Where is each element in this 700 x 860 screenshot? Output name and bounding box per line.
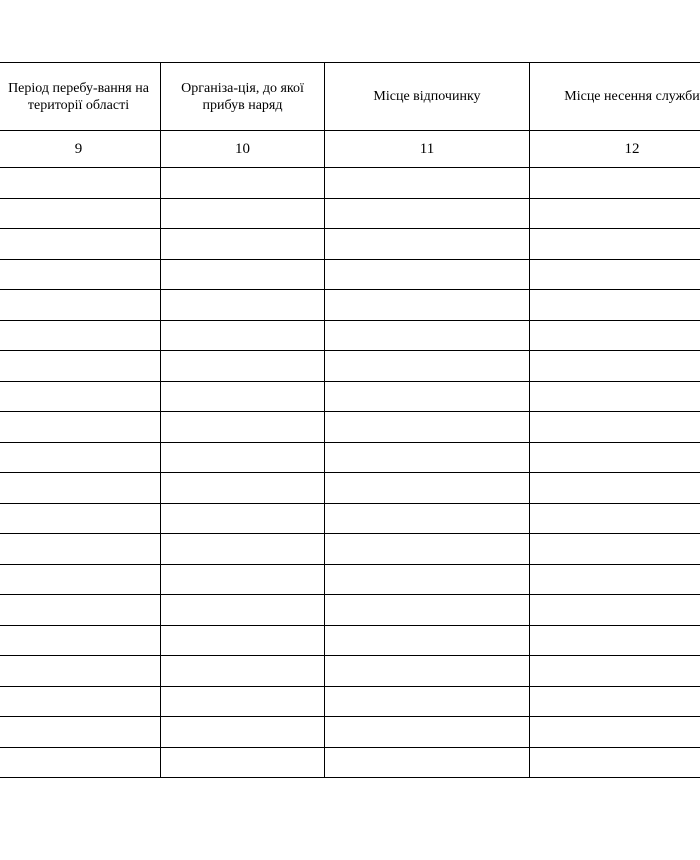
table-cell — [325, 686, 530, 717]
table-cell — [530, 656, 700, 687]
column-number: 11 — [325, 131, 530, 168]
table-cell — [161, 412, 325, 443]
table-cell — [530, 473, 700, 504]
table-cell — [0, 229, 161, 260]
table-cell — [0, 747, 161, 778]
table-row — [0, 351, 700, 382]
table-cell — [161, 290, 325, 321]
table-cell — [161, 229, 325, 260]
table-row — [0, 290, 700, 321]
table-cell — [0, 259, 161, 290]
header-duty-place: Місце несення служби — [530, 63, 700, 131]
table-row — [0, 229, 700, 260]
table-cell — [0, 412, 161, 443]
table-row — [0, 473, 700, 504]
table-row — [0, 747, 700, 778]
table-cell — [325, 259, 530, 290]
header-row — [0, 63, 700, 131]
table-row — [0, 564, 700, 595]
table-cell — [530, 412, 700, 443]
table-cell — [0, 717, 161, 748]
table-cell — [0, 442, 161, 473]
table-cell — [161, 656, 325, 687]
table-cell — [325, 564, 530, 595]
column-number: 12 — [530, 131, 700, 168]
table-cell — [325, 229, 530, 260]
table-cell — [530, 290, 700, 321]
table-cell — [0, 534, 161, 565]
table-cell — [530, 351, 700, 382]
table-row — [0, 168, 700, 199]
register-table — [0, 62, 700, 778]
table-cell — [325, 717, 530, 748]
table-cell — [0, 381, 161, 412]
table-row — [0, 503, 700, 534]
table-cell — [530, 717, 700, 748]
table-row — [0, 442, 700, 473]
table-cell — [0, 503, 161, 534]
header-host-organization: Організа-ція, до якої прибув наряд — [161, 63, 325, 131]
table-cell — [325, 381, 530, 412]
table-cell — [325, 595, 530, 626]
table-row — [0, 198, 700, 229]
table-cell — [530, 503, 700, 534]
header-stay-period: Період перебу-вання на території області — [0, 63, 161, 131]
table-cell — [325, 747, 530, 778]
table-cell — [325, 351, 530, 382]
table-cell — [161, 320, 325, 351]
table-cell — [0, 686, 161, 717]
table-cell — [0, 320, 161, 351]
table-cell — [161, 259, 325, 290]
column-number-row — [0, 131, 700, 168]
table-cell — [530, 564, 700, 595]
table-cell — [0, 595, 161, 626]
table-cell — [530, 442, 700, 473]
table-cell — [530, 320, 700, 351]
table-cell — [325, 473, 530, 504]
table-cell — [161, 717, 325, 748]
table-cell — [530, 625, 700, 656]
table-cell — [530, 229, 700, 260]
column-number: 10 — [161, 131, 325, 168]
table-row — [0, 595, 700, 626]
table-cell — [530, 747, 700, 778]
table-cell — [161, 595, 325, 626]
table-cell — [0, 656, 161, 687]
table-cell — [0, 168, 161, 199]
header-rest-place: Місце відпочинку — [325, 63, 530, 131]
table-cell — [325, 625, 530, 656]
table-cell — [0, 290, 161, 321]
table-cell — [161, 473, 325, 504]
table-row — [0, 625, 700, 656]
table-cell — [325, 320, 530, 351]
table-cell — [161, 625, 325, 656]
table-row — [0, 686, 700, 717]
table-cell — [530, 168, 700, 199]
table-cell — [161, 503, 325, 534]
table-row — [0, 381, 700, 412]
table-cell — [0, 625, 161, 656]
table-cell — [530, 381, 700, 412]
table-row — [0, 320, 700, 351]
table-cell — [161, 747, 325, 778]
table-cell — [325, 290, 530, 321]
table-cell — [0, 351, 161, 382]
table-cell — [161, 564, 325, 595]
table-cell — [530, 198, 700, 229]
table-cell — [161, 381, 325, 412]
table-body — [0, 168, 700, 778]
table-cell — [325, 503, 530, 534]
table-cell — [325, 656, 530, 687]
table-cell — [325, 442, 530, 473]
table-cell — [161, 534, 325, 565]
table-row — [0, 259, 700, 290]
column-number: 9 — [0, 131, 161, 168]
table-cell — [161, 442, 325, 473]
table-row — [0, 656, 700, 687]
table-row — [0, 534, 700, 565]
table-cell — [0, 564, 161, 595]
table-cell — [161, 198, 325, 229]
table-row — [0, 412, 700, 443]
table-cell — [530, 259, 700, 290]
table-cell — [161, 686, 325, 717]
table-cell — [0, 473, 161, 504]
table-cell — [530, 534, 700, 565]
table-cell — [530, 686, 700, 717]
table-cell — [325, 168, 530, 199]
table-cell — [161, 351, 325, 382]
table-cell — [530, 595, 700, 626]
table-cell — [325, 412, 530, 443]
table-cell — [325, 198, 530, 229]
table-cell — [0, 198, 161, 229]
table-row — [0, 717, 700, 748]
table-cell — [325, 534, 530, 565]
table-cell — [161, 168, 325, 199]
